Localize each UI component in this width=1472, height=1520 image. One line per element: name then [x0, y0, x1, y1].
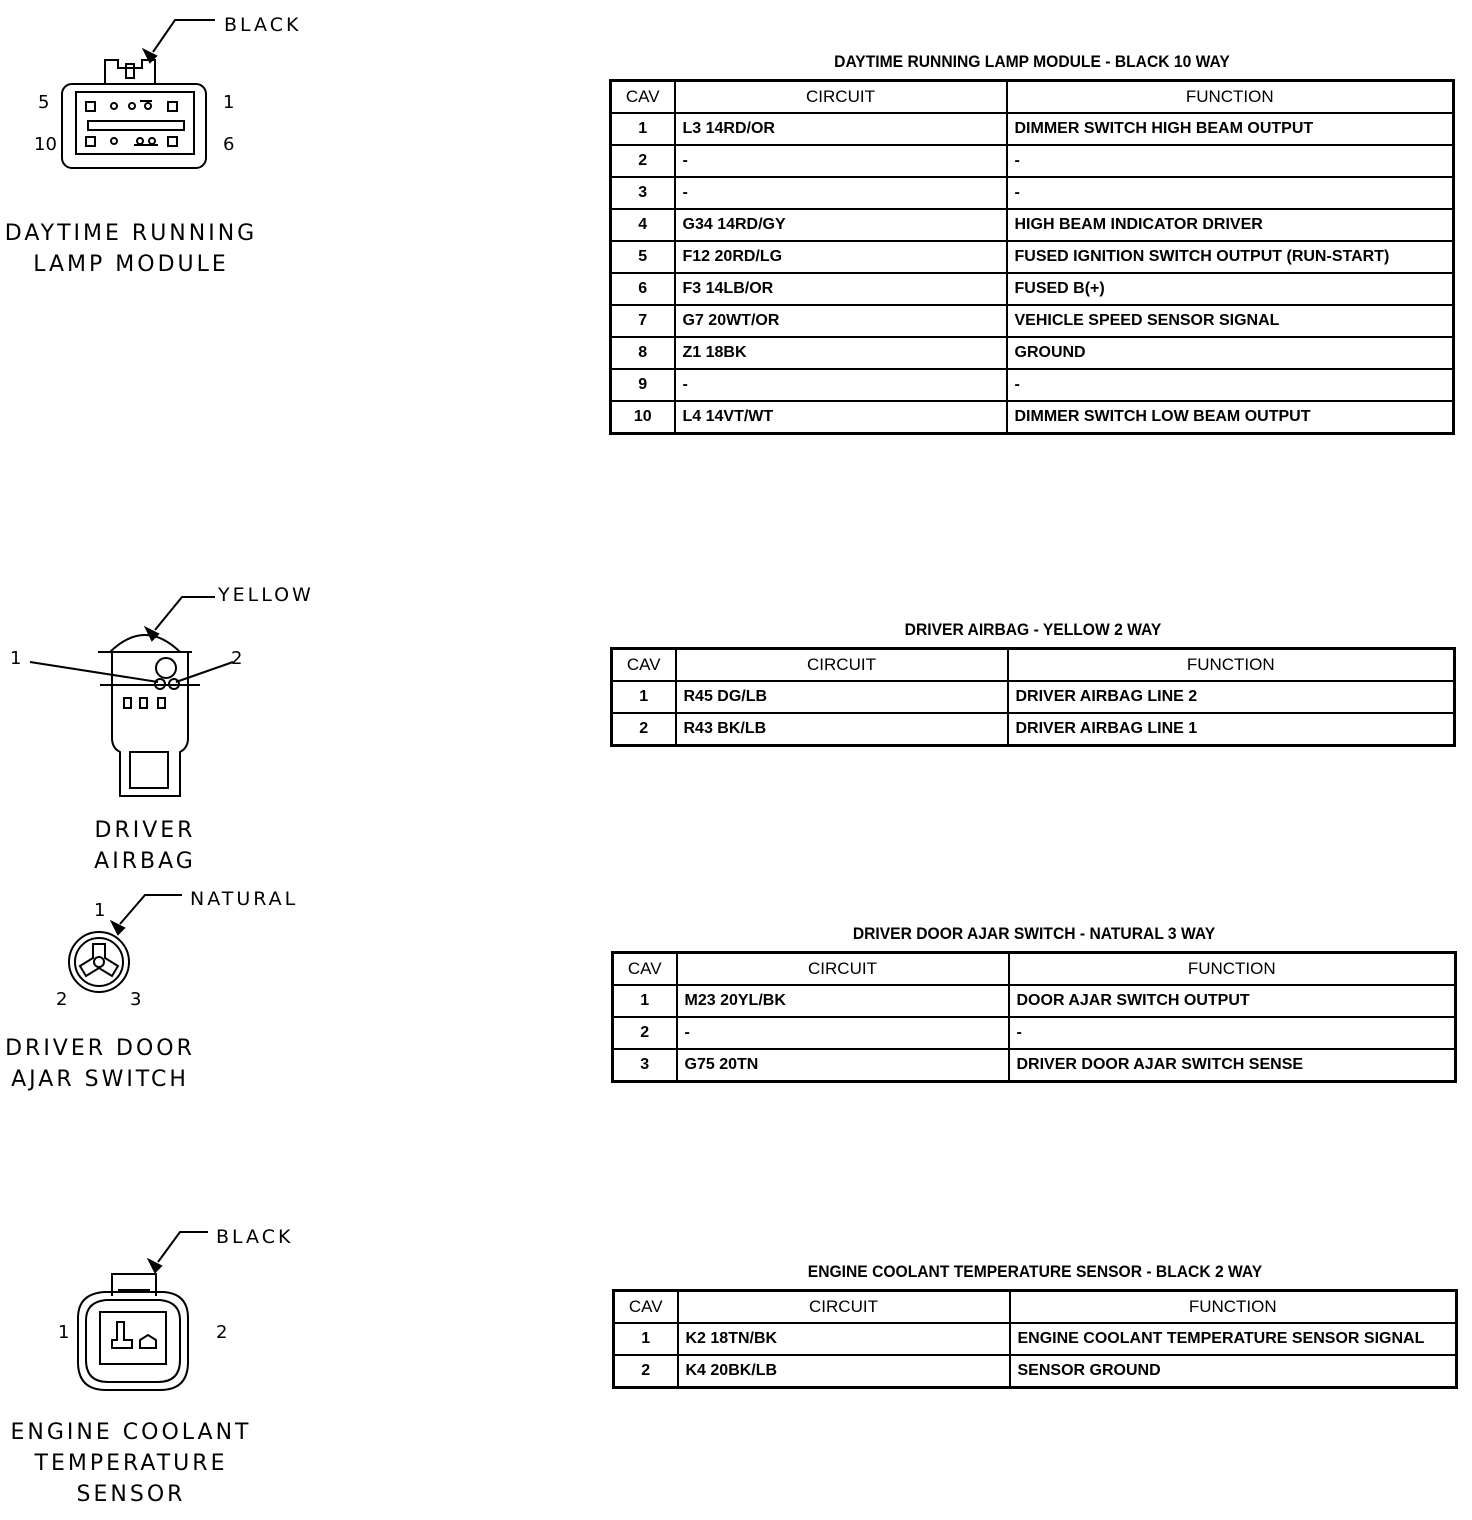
circuit-header: CIRCUIT — [675, 81, 1007, 114]
circuit-cell: G7 20WT/OR — [675, 305, 1007, 337]
table-row — [611, 113, 1454, 145]
cav-cell: 9 — [611, 369, 675, 401]
function-header: FUNCTION — [1007, 81, 1454, 114]
door-ajar-pin-label-2: 2 — [56, 989, 68, 1010]
function-cell: FUSED IGNITION SWITCH OUTPUT (RUN-START) — [1007, 241, 1454, 273]
circuit-cell: K4 20BK/LB — [678, 1355, 1010, 1388]
door-ajar-name-line-2: AJAR SWITCH — [11, 1067, 189, 1092]
drl-pinout-table — [609, 79, 1455, 435]
table-row — [612, 713, 1455, 746]
cav-cell: 2 — [614, 1355, 678, 1388]
door-ajar-table-title: DRIVER DOOR AJAR SWITCH - NATURAL 3 WAY — [852, 924, 1216, 943]
drl-pin-label-10: 10 — [34, 134, 57, 155]
cav-header: CAV — [612, 649, 676, 682]
table-header-row — [614, 1291, 1457, 1324]
cav-cell: 2 — [612, 713, 676, 746]
door-ajar-color-label: NATURAL — [190, 888, 299, 910]
function-cell: - — [1009, 1017, 1456, 1049]
function-cell: DOOR AJAR SWITCH OUTPUT — [1009, 985, 1456, 1017]
drl-color-label: BLACK — [224, 14, 302, 36]
function-header: FUNCTION — [1009, 953, 1456, 986]
circuit-cell: M23 20YL/BK — [677, 985, 1009, 1017]
table-header-row — [613, 953, 1456, 986]
drl-pin-label-5: 5 — [38, 92, 50, 113]
ect-pinout-table — [612, 1289, 1458, 1389]
drl-pin-label-1: 1 — [223, 92, 235, 113]
cav-cell: 1 — [611, 113, 675, 145]
cav-cell: 4 — [611, 209, 675, 241]
ect-component-name — [0, 1417, 262, 1510]
cav-header: CAV — [611, 81, 675, 114]
circuit-cell: G75 20TN — [677, 1049, 1009, 1082]
function-cell: HIGH BEAM INDICATOR DRIVER — [1007, 209, 1454, 241]
cav-header: CAV — [613, 953, 677, 986]
circuit-cell: - — [675, 145, 1007, 177]
cav-header: CAV — [614, 1291, 678, 1324]
function-cell: DIMMER SWITCH LOW BEAM OUTPUT — [1007, 401, 1454, 434]
airbag-table-title: DRIVER AIRBAG - YELLOW 2 WAY — [904, 620, 1162, 639]
door-ajar-pinout-table — [611, 951, 1457, 1083]
circuit-header: CIRCUIT — [677, 953, 1009, 986]
table-row — [611, 177, 1454, 209]
function-cell: ENGINE COOLANT TEMPERATURE SENSOR SIGNAL — [1010, 1323, 1457, 1355]
function-cell: SENSOR GROUND — [1010, 1355, 1457, 1388]
table-row — [611, 369, 1454, 401]
ect-name-line-3: SENSOR — [76, 1482, 186, 1507]
function-cell: VEHICLE SPEED SENSOR SIGNAL — [1007, 305, 1454, 337]
airbag-color-label: YELLOW — [218, 584, 314, 606]
cav-cell: 6 — [611, 273, 675, 305]
cav-cell: 3 — [611, 177, 675, 209]
cav-cell: 1 — [613, 985, 677, 1017]
ect-connector-drawing — [0, 1220, 320, 1410]
airbag-connector-drawing — [0, 580, 320, 810]
function-header: FUNCTION — [1010, 1291, 1457, 1324]
table-row — [612, 681, 1455, 713]
drl-component-name — [0, 218, 262, 280]
function-cell: DRIVER AIRBAG LINE 1 — [1008, 713, 1455, 746]
door-ajar-component-name — [0, 1033, 200, 1095]
table-row — [611, 337, 1454, 369]
airbag-name-line-2: AIRBAG — [94, 849, 196, 874]
door-ajar-pin-label-3: 3 — [130, 989, 142, 1010]
circuit-cell: F3 14LB/OR — [675, 273, 1007, 305]
cav-cell: 1 — [614, 1323, 678, 1355]
ect-table-title: ENGINE COOLANT TEMPERATURE SENSOR - BLACK 2 WAY — [807, 1262, 1263, 1281]
table-row — [611, 401, 1454, 434]
function-cell: GROUND — [1007, 337, 1454, 369]
circuit-cell: R43 BK/LB — [676, 713, 1008, 746]
function-cell: - — [1007, 177, 1454, 209]
table-row — [611, 273, 1454, 305]
airbag-name-line-1: DRIVER — [94, 818, 196, 843]
cav-cell: 1 — [612, 681, 676, 713]
function-header: FUNCTION — [1008, 649, 1455, 682]
function-cell: FUSED B(+) — [1007, 273, 1454, 305]
cav-cell: 7 — [611, 305, 675, 337]
ect-pin-label-2: 2 — [216, 1322, 228, 1343]
ect-color-label: BLACK — [216, 1226, 294, 1248]
circuit-cell: L4 14VT/WT — [675, 401, 1007, 434]
door-ajar-pin-label-1: 1 — [94, 900, 106, 921]
table-row — [613, 985, 1456, 1017]
ect-name-line-2: TEMPERATURE — [34, 1451, 228, 1476]
circuit-cell: K2 18TN/BK — [678, 1323, 1010, 1355]
ect-pin-label-1: 1 — [58, 1322, 70, 1343]
cav-cell: 10 — [611, 401, 675, 434]
circuit-cell: - — [677, 1017, 1009, 1049]
circuit-cell: - — [675, 177, 1007, 209]
function-cell: - — [1007, 145, 1454, 177]
table-row — [611, 209, 1454, 241]
function-cell: DIMMER SWITCH HIGH BEAM OUTPUT — [1007, 113, 1454, 145]
table-header-row — [611, 81, 1454, 114]
circuit-cell: Z1 18BK — [675, 337, 1007, 369]
airbag-pin-label-1: 1 — [10, 648, 22, 669]
function-cell: DRIVER AIRBAG LINE 2 — [1008, 681, 1455, 713]
table-row — [611, 145, 1454, 177]
ect-name-line-1: ENGINE COOLANT — [10, 1420, 252, 1445]
cav-cell: 2 — [613, 1017, 677, 1049]
airbag-pin-label-2: 2 — [231, 648, 243, 669]
drl-table-title: DAYTIME RUNNING LAMP MODULE - BLACK 10 WAY — [834, 52, 1230, 71]
circuit-cell: G34 14RD/GY — [675, 209, 1007, 241]
table-row — [613, 1049, 1456, 1082]
cav-cell: 3 — [613, 1049, 677, 1082]
drl-name-line-1: DAYTIME RUNNING — [4, 221, 258, 246]
airbag-pinout-table — [610, 647, 1456, 747]
circuit-cell: R45 DG/LB — [676, 681, 1008, 713]
airbag-component-name — [60, 815, 230, 877]
function-cell: - — [1007, 369, 1454, 401]
door-ajar-name-line-1: DRIVER DOOR — [5, 1036, 195, 1061]
table-header-row — [612, 649, 1455, 682]
table-row — [614, 1355, 1457, 1388]
table-row — [611, 305, 1454, 337]
circuit-cell: - — [675, 369, 1007, 401]
cav-cell: 8 — [611, 337, 675, 369]
circuit-header: CIRCUIT — [678, 1291, 1010, 1324]
drl-name-line-2: LAMP MODULE — [33, 252, 229, 277]
drl-pin-label-6: 6 — [223, 134, 235, 155]
cav-cell: 5 — [611, 241, 675, 273]
cav-cell: 2 — [611, 145, 675, 177]
function-cell: DRIVER DOOR AJAR SWITCH SENSE — [1009, 1049, 1456, 1082]
circuit-cell: L3 14RD/OR — [675, 113, 1007, 145]
table-row — [611, 241, 1454, 273]
circuit-header: CIRCUIT — [676, 649, 1008, 682]
table-row — [614, 1323, 1457, 1355]
circuit-cell: F12 20RD/LG — [675, 241, 1007, 273]
table-row — [613, 1017, 1456, 1049]
